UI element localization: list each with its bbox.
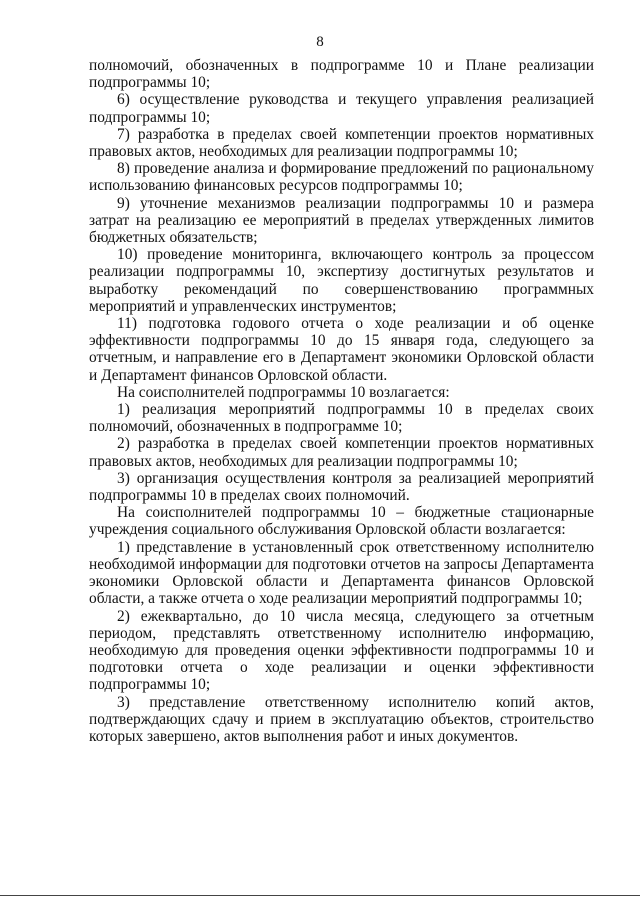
paragraph-coexecutors-heading: На соисполнителей подпрограммы 10 возлагается: <box>117 383 450 401</box>
paragraph-continuation: полномочий, обозначенных в подпрограмме 10 и Плане реализации подпрограммы 10; <box>89 57 594 92</box>
footer-divider <box>0 895 640 896</box>
paragraph-institution-item-3: 3) представление ответственному исполнителю копий актов, подтверждающих сдачу и прием в эксплуатацию объектов, строительство которых завершено, актов выполнения работ и иных документов. <box>89 693 594 745</box>
paragraph-item-7: 7) разработка в пределах своей компетенции проектов нормативных правовых актов, необходимых для реализации подпрограммы 10; <box>89 125 594 161</box>
paragraph-institution-item-1: 1) представление в установленный срок ответственному исполнителю необходимой информации для подготовки отчетов на запросы Департамента экономики Орловской области и Департамента финансов Орловской области, а также отчета о ходе реализации мероприятий подпрограммы 10; <box>89 538 594 608</box>
document-body <box>89 57 594 745</box>
paragraph-item-6: 6) осуществление руководства и текущего управления реализацией подпрограммы 10; <box>89 91 594 126</box>
paragraph-item-11: 11) подготовка годового отчета о ходе реализации и об оценке эффективности подпрограммы 10 до 15 января года, следующего за отчетным, и направление его в Департамент экономики Орловской области и Департамент финансов Орловской области. <box>89 315 594 384</box>
paragraph-coexecutor-item-1: 1) реализация мероприятий подпрограммы 10 в пределах своих полномочий, обозначенных в подпрограмме 10; <box>89 401 594 436</box>
paragraph-coexecutor-item-3: 3) организация осуществления контроля за реализацией мероприятий подпрограммы 10 в пределах своих полномочий. <box>89 469 594 505</box>
paragraph-coexecutor-item-2: 2) разработка в пределах своей компетенции проектов нормативных правовых актов, необходимых для реализации подпрограммы 10; <box>89 435 594 470</box>
paragraph-item-9: 9) уточнение механизмов реализации подпрограммы 10 и размера затрат на реализацию ее мероприятий в пределах утвержденных лимитов бюджетных обязательств; <box>89 194 594 247</box>
paragraph-institution-item-2: 2) ежеквартально, до 10 числа месяца, следующего за отчетным периодом, представлять ответственному исполнителю информацию, необходимую для проведения оценки эффективности подпрограммы 10 и подготовки отчета о ходе реализации и оценки эффективности подпрограммы 10; <box>89 607 594 694</box>
paragraph-institutions-heading: На соисполнителей подпрограммы 10 – бюджетные стационарные учреждения социального обслуживания Орловской области возлагается: <box>89 504 594 539</box>
paragraph-item-8: 8) проведение анализа и формирование предложений по рациональному использованию финансовых ресурсов подпрограммы 10; <box>89 160 594 195</box>
paragraph-item-10: 10) проведение мониторинга, включающего контроль за процессом реализации подпрограммы 10, экспертизу достигнутых результатов и выработку рекомендаций по совершенствованию программных мероприятий и управленческих инструментов; <box>89 246 594 315</box>
page-number: 8 <box>316 34 324 50</box>
